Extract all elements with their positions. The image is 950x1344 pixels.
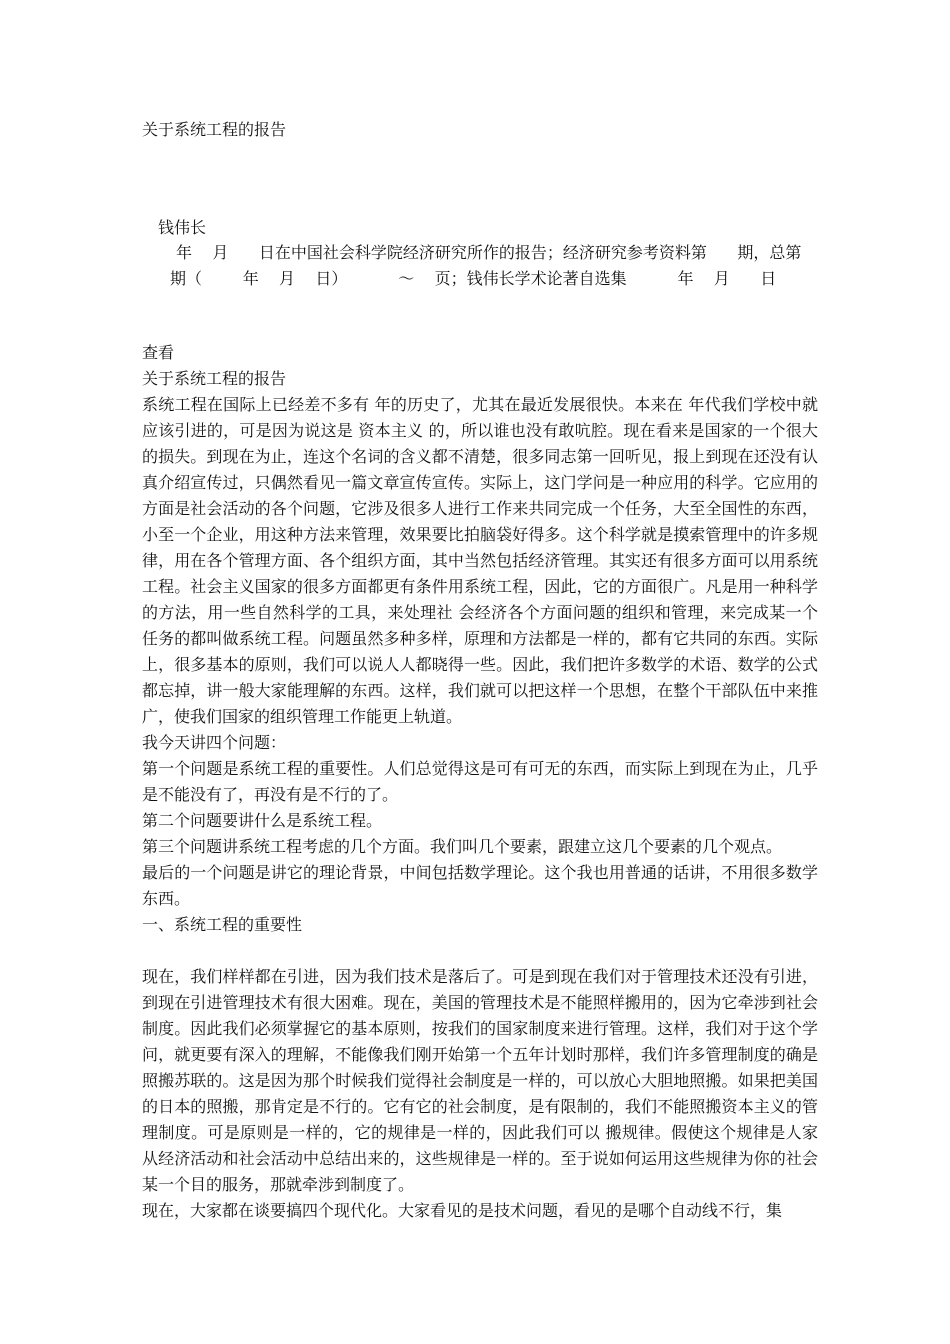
document-body bbox=[142, 340, 818, 1224]
paragraph-four-questions: 我今天讲四个问题： bbox=[142, 733, 287, 752]
source-citation bbox=[170, 240, 836, 292]
paragraph-question-2: 第二个问题要讲什么是系统工程。 bbox=[142, 811, 383, 830]
paragraph-question-3: 第三个问题讲系统工程考虑的几个方面。我们叫几个要素，跟建立这几个要素的几个观点。 bbox=[142, 837, 783, 856]
view-label: 查看 bbox=[142, 343, 175, 362]
paragraph-import: 现在，我们样样都在引进，因为我们技术是落后了。可是到现在我们对于管理技术还没有引进，到现在引进管理技术有很大困难。现在，美国的管理技术是不能照样搬用的，因为它牵涉到社会制度。因此我们必须掌握它的基本原则，按我们的国家制度来进行管理。这样，我们对于这个学问，就更要有深入的理解，不能像我们刚开始第一个五年计划时那样，我们许多管理制度的确是照搬苏联的。这是因为那个时候我们觉得社会制度是一样的，可以放心大胆地照搬。如果把美国的日本的照搬，那肯定是不行的。它有它的社会制度，是有限制的，我们不能照搬资本主义的管理制度。可是原则是一样的，它的规律是一样的，因此我们可以 搬规律。假使这个规律是人家从经济活动和社会活动中总结出来的，这些规律是一样的。至于说如何运用这些规律为你的社会某一个目的服务，那就牵涉到制度了。 bbox=[142, 967, 818, 1194]
citation-line-1: 年 月 日在中国社会科学院经济研究所作的报告；经济研究参考资料第 期，总第 bbox=[176, 243, 802, 262]
paragraph-question-4: 最后的一个问题是讲它的理论背景，中间包括数学理论。这个我也用普通的话讲，不用很多数学东西。 bbox=[142, 863, 818, 908]
paragraph-intro: 系统工程在国际上已经差不多有 年的历史了，尤其在最近发展很快。本来在 年代我们学校中就应该引进的，可是因为说这是 资本主义 的，所以谁也没有敢吭腔。现在看来是国家的一个很大的损失。到现在为止，连这个名词的含义都不清楚，很多同志第一回听见，报上到现在还没有认真介绍宣传过，只偶然看见一篇文章宣传宣传。实际上，这门学问是一种应用的科学。它应用的方面是社会活动的各个问题，它涉及很多人进行工作来共同完成一个任务，大至全国性的东西，小至一个企业，用这种方法来管理，效果要比拍脑袋好得多。这个科学就是摸索管理中的许多规律，用在各个管理方面、各个组织方面，其中当然包括经济管理。其实还有很多方面可以用系统工程。社会主义国家的很多方面都更有条件用系统工程，因此，它的方面很广。凡是用一种科学的方法，用一些自然科学的工具，来处理社 会经济各个方面问题的组织和管理，来完成某一个任务的都叫做系统工程。问题虽然多种多样，原理和方法都是一样的，都有它共同的东西。实际上，很多基本的原则，我们可以说人人都晓得一些。因此，我们把许多数学的术语、数学的公式都忘掉，讲一般大家能理解的东西。这样，我们就可以把这样一个思想，在整个干部队伍中来推广，使我们国家的组织管理工作能更上轨道。 bbox=[142, 395, 818, 726]
blank-line bbox=[142, 938, 818, 964]
citation-line-2: 期（ 年 月 日） ～ 页；钱伟长学术论著自选集 年 月 日 bbox=[170, 269, 777, 288]
section-heading-1: 一、系统工程的重要性 bbox=[142, 915, 303, 934]
document-title: 关于系统工程的报告 bbox=[142, 120, 287, 139]
section-title: 关于系统工程的报告 bbox=[142, 369, 287, 388]
author-name: 钱伟长 bbox=[158, 218, 207, 237]
paragraph-modernization: 现在，大家都在谈要搞四个现代化。大家看见的是技术问题，看见的是哪个自动线不行，集 bbox=[142, 1201, 783, 1220]
paragraph-question-1: 第一个问题是系统工程的重要性。人们总觉得这是可有可无的东西，而实际上到现在为止，几乎是不能没有了，再没有是不行的了。 bbox=[142, 759, 818, 804]
